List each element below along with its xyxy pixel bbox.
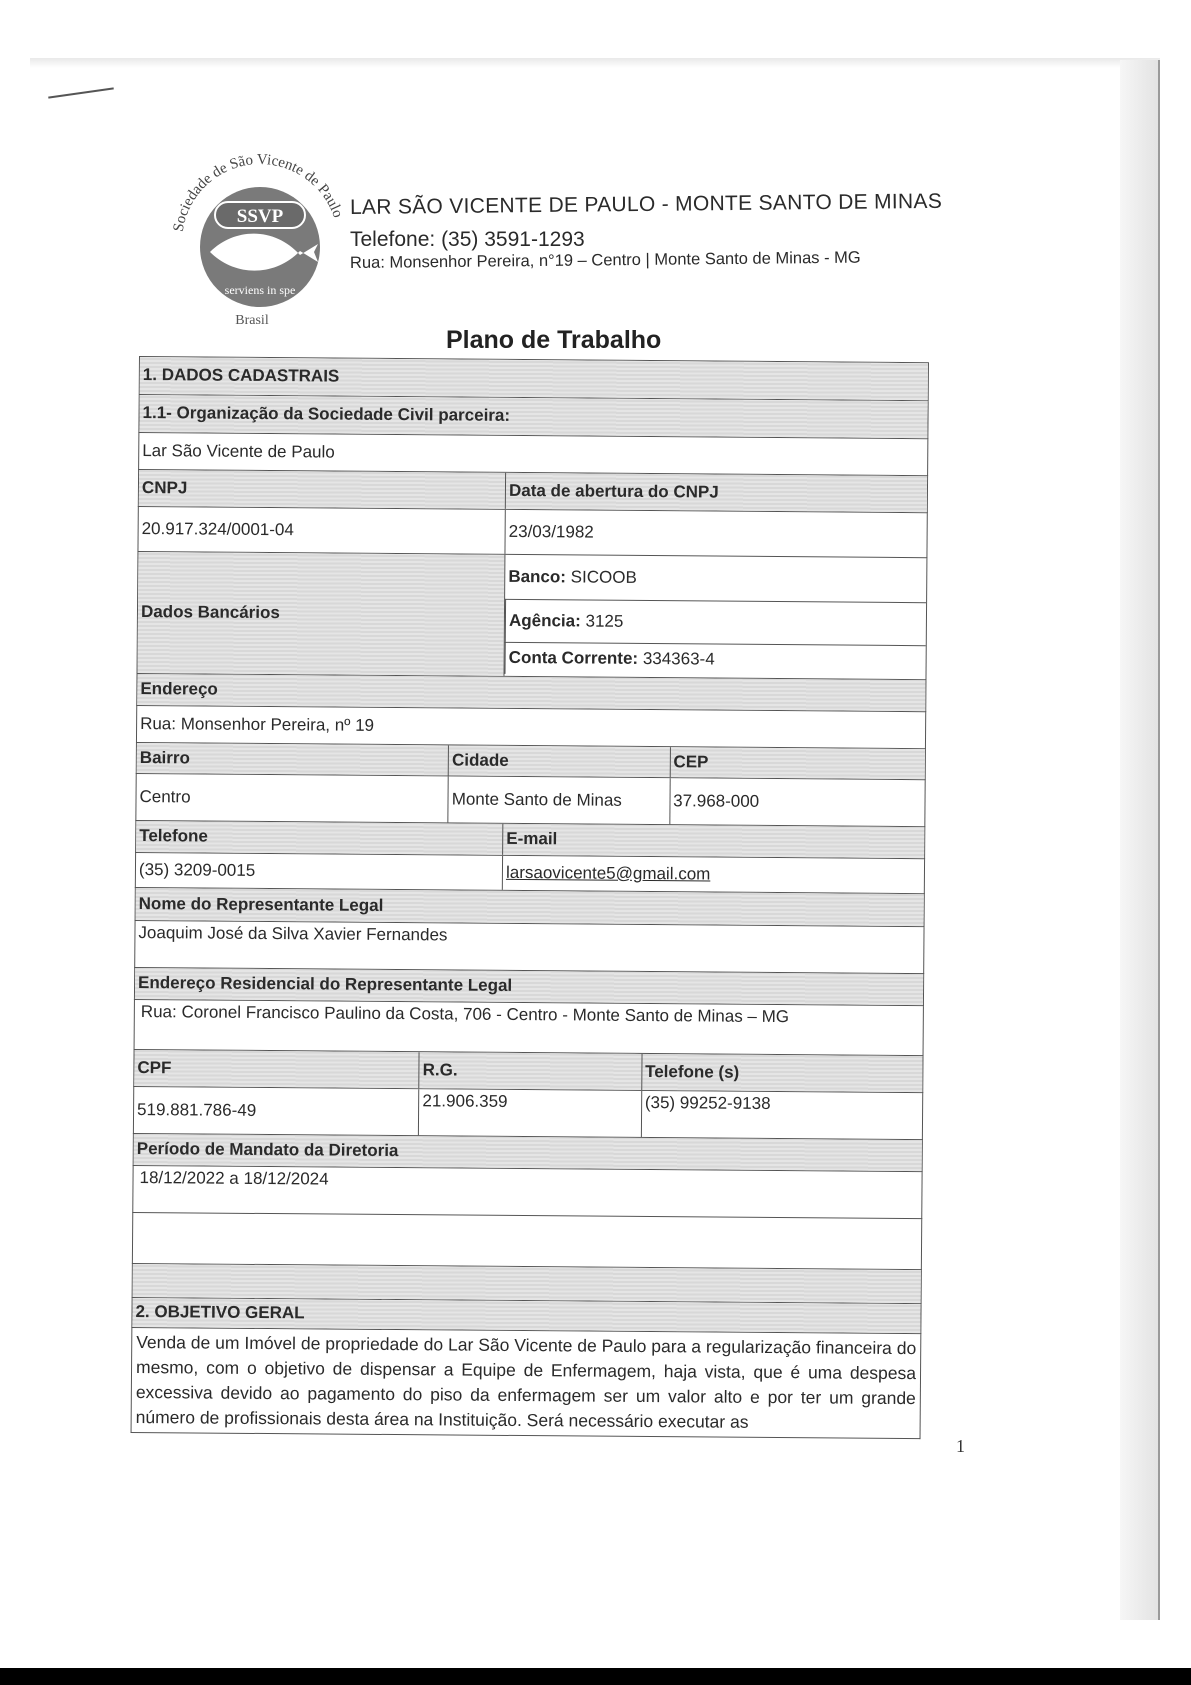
document-title: Plano de Trabalho xyxy=(446,326,662,354)
scan-bottom-border xyxy=(0,1668,1191,1685)
rep-phone-label: Telefone (s) xyxy=(641,1054,923,1092)
id-value-row xyxy=(133,1087,923,1140)
zip-value: 37.968-000 xyxy=(669,778,925,826)
bank-account-value: 334363-4 xyxy=(642,649,715,669)
mandate-value: 18/12/2022 a 18/12/2024 xyxy=(139,1168,329,1189)
bank-row xyxy=(137,552,928,680)
cnpj-label: CNPJ xyxy=(139,470,505,509)
org-name-row xyxy=(138,433,928,476)
mandate-label: Período de Mandato da Diretoria xyxy=(134,1134,922,1171)
section1-heading: 1. DADOS CADASTRAIS xyxy=(140,357,928,400)
org-name-value: Lar São Vicente de Paulo xyxy=(142,440,335,462)
phone-value: (35) 3209-0015 xyxy=(138,859,256,880)
address-value: Rua: Monsenhor Pereira, nº 19 xyxy=(140,713,375,735)
org-heading-row xyxy=(138,395,928,439)
address-label: Endereço xyxy=(137,674,925,711)
institution-name: LAR SÃO VICENTE DE PAULO - MONTE SANTO DE MINAS xyxy=(349,189,943,219)
id-label-row xyxy=(133,1050,923,1093)
email-value[interactable]: larsaovicente5@gmail.com xyxy=(505,862,711,884)
bank-agency-field xyxy=(505,599,926,645)
cnpj-label-row xyxy=(138,470,928,513)
blank-cell xyxy=(133,1213,921,1269)
email-label: E-mail xyxy=(502,824,924,858)
rg-value: 21.906.359 xyxy=(418,1089,641,1137)
bank-name-label: Banco: xyxy=(508,566,567,587)
rep-value: Joaquim José da Silva Xavier Fernandes xyxy=(138,923,448,945)
rep-address-label: Endereço Residencial do Representante Legal xyxy=(135,968,923,1005)
city-label: Cidade xyxy=(448,745,670,777)
objective-text: Venda de um Imóvel de propriedade do Lar São Vicente de Paulo para a regularização financeira do mesmo, com o objetivo de dispensar a Equipe de Enfermagem, haja vista, que é uma despesa excessiva devido ao pagamento do piso da enfermagem ser um valor alto e por ter um grande número de profissionais desta área na Instituição. Será necessário executar as xyxy=(135,1332,917,1432)
rg-label: R.G. xyxy=(419,1052,642,1090)
rep-value-row xyxy=(134,921,924,974)
district-label: Bairro xyxy=(137,743,448,775)
ssvp-logo xyxy=(160,152,360,327)
bank-agency-label: Agência: xyxy=(508,610,581,631)
logo-badge: SSVP xyxy=(236,206,284,227)
rep-label: Nome do Representante Legal xyxy=(136,888,924,926)
cpf-label: CPF xyxy=(134,1050,419,1088)
city-value: Monte Santo de Minas xyxy=(448,776,670,824)
cnpj-date-value: 23/03/1982 xyxy=(505,510,927,557)
bank-details xyxy=(504,555,927,679)
cnpj-value-row xyxy=(137,507,927,558)
letterhead xyxy=(349,189,943,273)
cnpj-date-label: Data de abertura do CNPJ xyxy=(505,473,927,512)
rep-address-value-row xyxy=(134,1000,924,1056)
bank-account-field xyxy=(505,642,926,677)
rep-address-value: Rua: Coronel Francisco Paulino da Costa, 706 - Centro - Monte Santo de Minas – MG xyxy=(140,1002,790,1027)
scan-shadow xyxy=(30,58,1160,68)
blank-row xyxy=(132,1213,922,1270)
bank-account-label: Conta Corrente: xyxy=(508,648,639,669)
pen-mark xyxy=(48,87,114,98)
locality-value-row xyxy=(135,774,925,827)
logo-ring-text: Sociedade de São Vicente de Paulo xyxy=(170,152,346,233)
logo-ribbon: serviens in spe xyxy=(224,283,296,297)
institution-phone: Telefone: (35) 3591-1293 xyxy=(350,228,585,251)
page-number: 1 xyxy=(956,1436,965,1456)
rep-phone-value: (35) 99252-9138 xyxy=(641,1091,923,1139)
bank-name-value: SICOOB xyxy=(570,567,637,587)
email-link[interactable] xyxy=(502,856,924,893)
section1-heading-row xyxy=(139,356,929,401)
bank-label: Dados Bancários xyxy=(138,552,505,676)
section2-body-row xyxy=(131,1328,922,1439)
blank-shaded-cell xyxy=(133,1264,921,1303)
bank-name-field xyxy=(505,555,926,602)
bank-agency-value: 3125 xyxy=(585,611,624,631)
zip-label: CEP xyxy=(669,747,925,779)
address-value-row xyxy=(136,706,926,749)
registration-form xyxy=(131,356,929,1439)
cpf-value: 519.881.786-49 xyxy=(137,1099,257,1120)
section2-heading: 2. OBJETIVO GERAL xyxy=(132,1298,920,1333)
logo-country: Brasil xyxy=(235,313,269,327)
institution-address: Rua: Monsenhor Pereira, n°19 – Centro | Monte Santo de Minas - MG xyxy=(349,248,861,272)
district-value: Centro xyxy=(139,786,191,807)
phone-label: Telefone xyxy=(136,821,502,855)
cnpj-value: 20.917.324/0001-04 xyxy=(141,518,294,540)
org-subheading: 1.1- Organização da Sociedade Civil parceira: xyxy=(139,395,927,438)
scan-page-edge xyxy=(1120,60,1160,1620)
mandate-value-row xyxy=(132,1166,922,1219)
